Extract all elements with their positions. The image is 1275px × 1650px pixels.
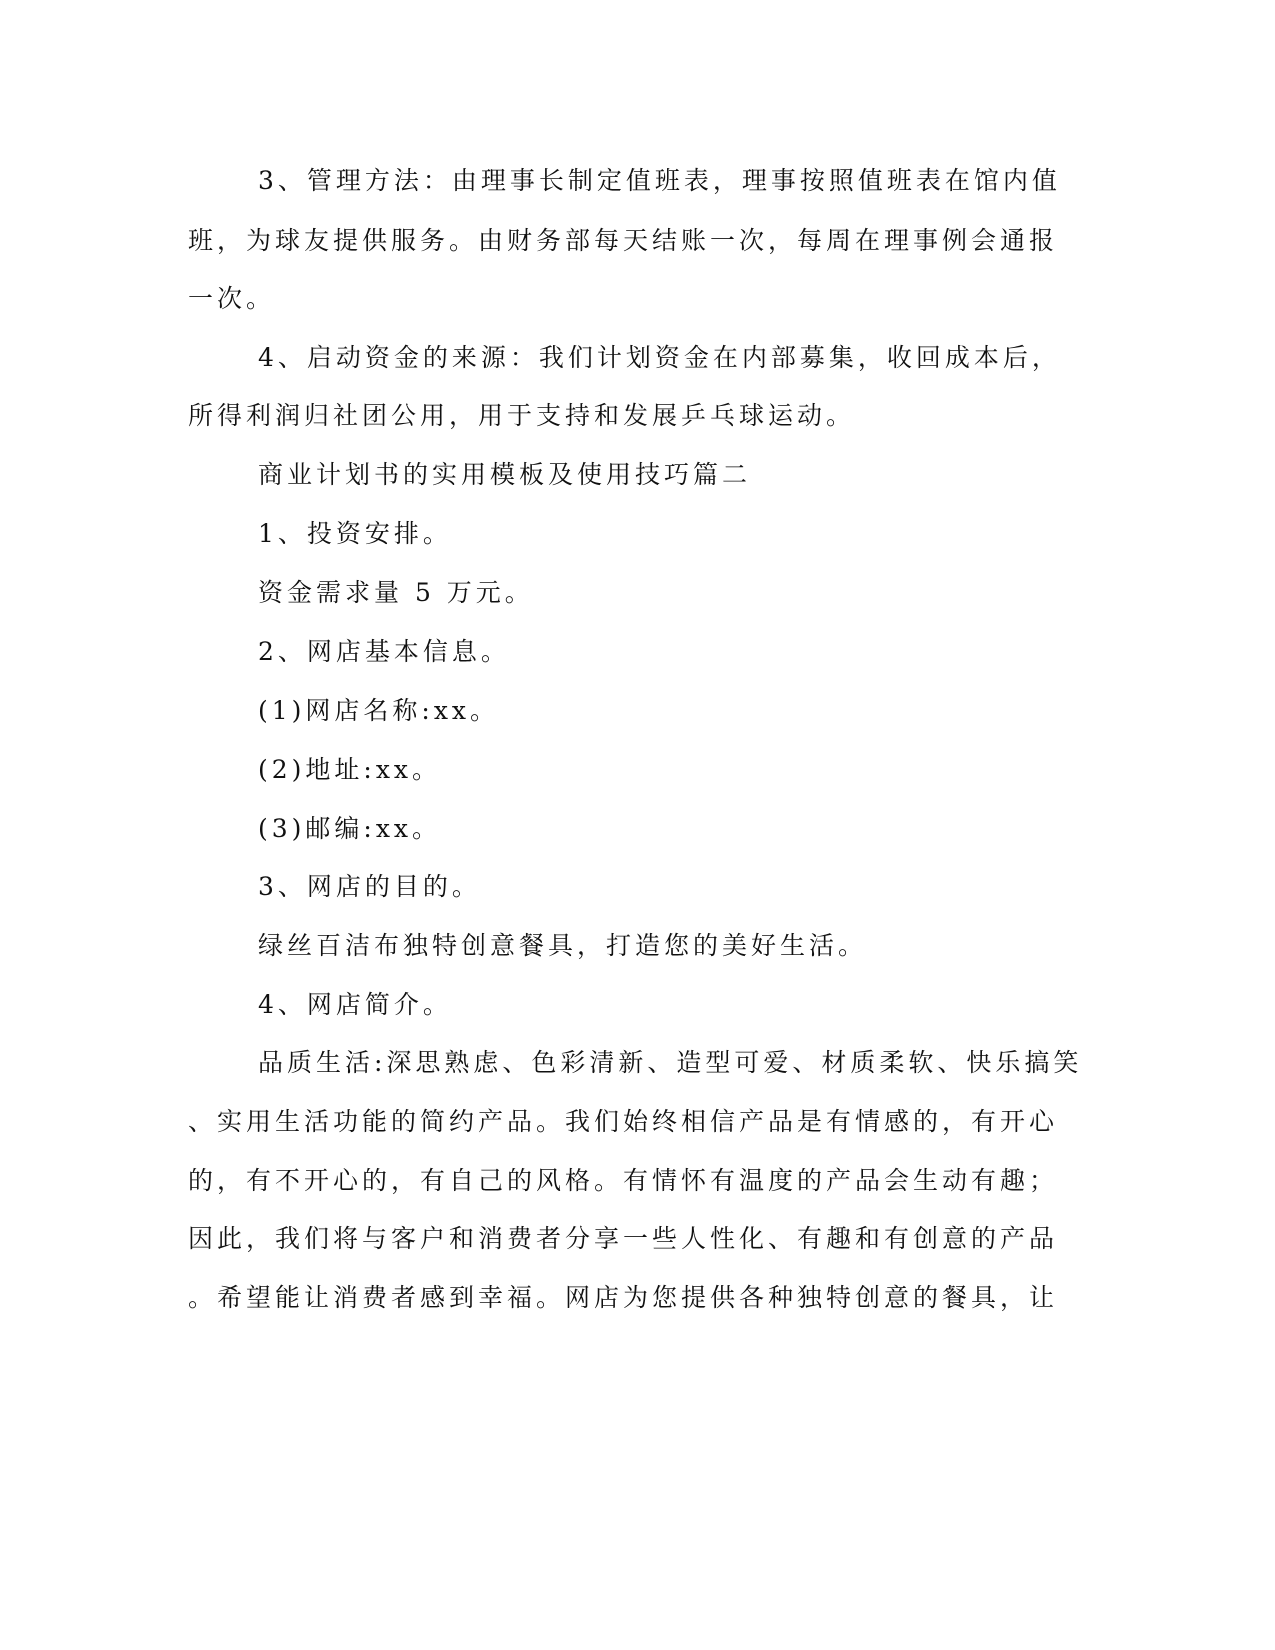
paragraph-line: 3、管理方法：由理事长制定值班表，理事按照值班表在馆内值 — [258, 166, 1061, 195]
list-item: 1、投资安排。 — [258, 519, 452, 548]
paragraph-line: 资金需求量 5 万元。 — [258, 578, 534, 607]
list-item: 4、网店简介。 — [258, 990, 452, 1019]
paragraph-line: 所得利润归社团公用，用于支持和发展乒乓球运动。 — [188, 401, 856, 430]
list-item: 3、网店的目的。 — [258, 872, 481, 901]
section-heading: 商业计划书的实用模板及使用技巧篇二 — [258, 460, 752, 489]
paragraph-line: 、实用生活功能的简约产品。我们始终相信产品是有情感的，有开心 — [188, 1107, 1059, 1136]
paragraph-line: 一次。 — [188, 284, 276, 313]
list-item: (3)邮编:xx。 — [258, 814, 442, 843]
paragraph-line: 品质生活:深思熟虑、色彩清新、造型可爱、材质柔软、快乐搞笑 — [258, 1048, 1083, 1077]
paragraph-line: 4、启动资金的来源：我们计划资金在内部募集，收回成本后， — [258, 343, 1061, 372]
list-item: 2、网店基本信息。 — [258, 637, 510, 666]
paragraph-line: 。希望能让消费者感到幸福。网店为您提供各种独特创意的餐具，让 — [188, 1283, 1059, 1312]
paragraph-line: 的，有不开心的，有自己的风格。有情怀有温度的产品会生动有趣； — [188, 1166, 1059, 1195]
paragraph-line: 绿丝百洁布独特创意餐具，打造您的美好生活。 — [258, 931, 868, 960]
list-item: (1)网店名称:xx。 — [258, 696, 500, 725]
paragraph-line: 因此，我们将与客户和消费者分享一些人性化、有趣和有创意的产品 — [188, 1224, 1059, 1253]
list-item: (2)地址:xx。 — [258, 755, 442, 784]
paragraph-line: 班，为球友提供服务。由财务部每天结账一次，每周在理事例会通报 — [188, 226, 1059, 255]
